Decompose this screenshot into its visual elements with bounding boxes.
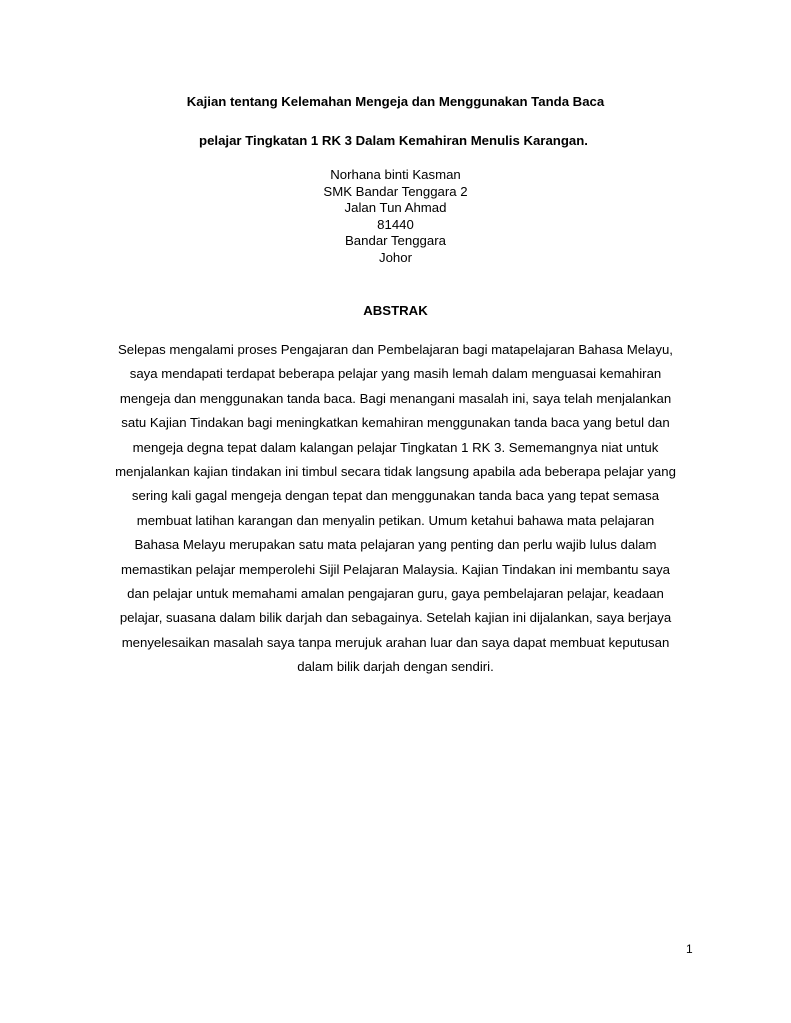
abstract-line: Selepas mengalami proses Pengajaran dan Pembelajaran bagi matapelajaran Bahasa Melayu, [118,342,673,357]
abstract-line: memastikan pelajar memperolehi Sijil Pelajaran Malaysia. Kajian Tindakan ini membantu saya [120,561,670,577]
author-postcode: 81440 [377,216,414,232]
abstract-body [82,342,709,683]
abstract-line: menjalankan kajian tindakan ini timbul secara tidak langsung apabila ada beberapa pelajar yang [115,463,676,479]
title-line-2: pelajar Tingkatan 1 RK 3 Dalam Kemahiran Menulis Karangan. [199,133,588,148]
abstract-line: sering kali gagal mengeja dengan tepat dan menggunakan tanda baca yang tepat semasa [131,488,660,504]
abstract-line: menyelesaikan masalah saya tanpa merujuk arahan luar dan saya dapat membuat keputusan [121,634,670,650]
author-street: Jalan Tun Ahmad [344,200,447,215]
abstract-line: mengeja dan menggunakan tanda baca. Bagi menangani masalah ini, saya telah menjalankan [119,390,672,406]
abstract-line: membuat latihan karangan dan menyalin petikan. Umum ketahui bahawa mata pelajaran [136,512,655,528]
author-name: Norhana binti Kasman [330,167,461,182]
abstract-line: dan pelajar untuk memahami amalan pengajaran guru, gaya pembelajaran pelajar, keadaan [127,585,664,601]
abstract-line: mengeja degna tepat dalam kalangan pelajar Tingkatan 1 RK 3. Sememangnya niat untuk [132,439,659,455]
author-town: Bandar Tenggara [345,233,446,248]
author-block [0,167,791,266]
author-school: SMK Bandar Tenggara 2 [323,183,468,199]
author-state: Johor [379,249,412,265]
abstract-line: saya mendapati terdapat beberapa pelajar yang masih lemah dalam menguasai kemahiran [129,366,662,382]
abstract-line: pelajar, suasana dalam bilik darjah dan sebagainya. Setelah kajian ini dijalankan, saya berjaya [119,610,672,626]
page-number: 1 [686,942,693,956]
title-line-1: Kajian tentang Kelemahan Mengeja dan Menggunakan Tanda Baca [186,94,605,109]
abstract-line: dalam bilik darjah dengan sendiri. [297,659,494,675]
abstract-heading: ABSTRAK [363,303,428,318]
abstract-line: satu Kajian Tindakan bagi meningkatkan kemahiran menggunakan tanda baca yang betul dan [121,415,670,431]
abstract-line: Bahasa Melayu merupakan satu mata pelajaran yang penting dan perlu wajib lulus dalam [134,537,657,553]
